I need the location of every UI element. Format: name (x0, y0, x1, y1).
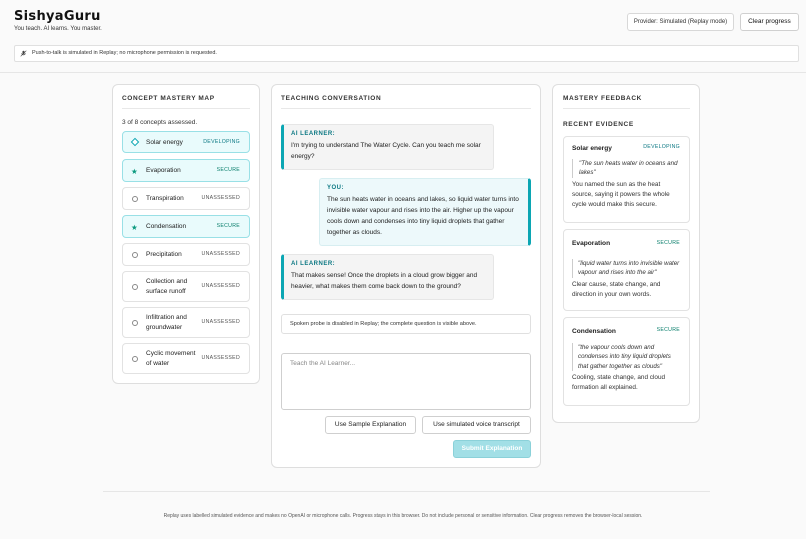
status-badge: UNASSESSED (201, 195, 240, 201)
unassessed-circle-icon (132, 320, 138, 326)
feedback-explanation: You named the sun as the heat source, saying it powers the whole cycle would make this secure. (572, 180, 670, 208)
message-text: I'm trying to understand The Water Cycle. Can you teach me solar energy? (291, 142, 481, 160)
feedback-explanation: Clear cause, state change, and direction in your own words. (572, 280, 661, 298)
feedback-concept: Condensation (572, 328, 616, 335)
status-badge: UNASSESSED (201, 283, 240, 289)
ai-learner-message (281, 124, 494, 170)
concepts-assessed-summary: 3 of 8 concepts assessed. (122, 119, 198, 126)
conversation-rule (281, 108, 531, 109)
status-badge: UNASSESSED (201, 251, 240, 257)
feedback-item-solar-energy (563, 136, 690, 223)
concept-name: Collection and surface runoff (146, 278, 188, 295)
concept-name: Evaporation (146, 167, 181, 174)
concept-name: Solar energy (146, 139, 183, 146)
explanation-input[interactable]: Teach the AI Learner... (281, 353, 531, 410)
feedback-item-evaporation (563, 229, 690, 311)
unassessed-circle-icon (132, 252, 138, 258)
submit-explanation-button[interactable]: Submit Explanation (453, 440, 531, 458)
feedback-concept: Evaporation (572, 240, 611, 247)
unassessed-circle-icon (132, 356, 138, 362)
status-badge: SECURE (656, 327, 680, 333)
use-sample-explanation-button[interactable]: Use Sample Explanation (325, 416, 416, 434)
brand-title: SishyaGuru (14, 9, 101, 24)
status-badge: SECURE (656, 240, 680, 246)
voice-notice-text: Push-to-talk is simulated in Replay; no microphone permission is requested. (32, 50, 217, 56)
secure-star-icon: ★ (131, 167, 138, 176)
message-text: The sun heats water in oceans and lakes, so liquid water turns into invisible water vapour and rises into the air. Higher up the vapour cools down and condenses into tiny liquid droplets that gather together as clouds. (327, 196, 519, 236)
feedback-explanation: Cooling, state change, and cloud formation all explained. (572, 374, 666, 392)
footer-divider (103, 491, 710, 492)
status-badge: DEVELOPING (643, 144, 680, 150)
concept-item-solar-energy[interactable] (122, 131, 250, 153)
feedback-item-condensation (563, 317, 690, 406)
concept-item-evaporation[interactable] (122, 159, 250, 182)
concept-map-title: CONCEPT MASTERY MAP (122, 95, 215, 102)
concept-name: Infiltration and groundwater (146, 314, 187, 331)
status-badge: SECURE (216, 223, 240, 229)
secure-star-icon: ★ (131, 223, 138, 232)
voice-notice-bar (14, 45, 799, 62)
concept-item-condensation[interactable] (122, 215, 250, 238)
evidence-quote: "The sun heats water in oceans and lakes" (572, 159, 681, 178)
developing-diamond-icon (131, 138, 139, 146)
concept-name: Cyclic movement of water (146, 350, 196, 367)
conversation-title: TEACHING CONVERSATION (281, 95, 382, 102)
concept-item-collection-runoff[interactable] (122, 271, 250, 302)
probe-notice: Spoken probe is disabled in Replay; the complete question is visible above. (281, 314, 531, 334)
recent-evidence-title: RECENT EVIDENCE (563, 121, 634, 128)
concept-item-cyclic-movement[interactable] (122, 343, 250, 374)
footer-disclaimer: Replay uses labelled simulated evidence and makes no OpenAI or microphone calls. Progress stays in this browser. Do not include personal or sensitive information. Clear progress removes the browser-local session. (163, 513, 643, 519)
use-voice-transcript-button[interactable]: Use simulated voice transcript (422, 416, 531, 434)
you-message (319, 178, 531, 246)
evidence-quote: "liquid water turns into invisible water vapour and rises into the air" (572, 259, 681, 278)
header-divider (0, 72, 806, 73)
clear-progress-button[interactable]: Clear progress (740, 13, 799, 31)
unassessed-circle-icon (132, 196, 138, 202)
concept-name: Condensation (146, 223, 187, 230)
microphone-muted-icon (20, 50, 27, 57)
message-role: YOU: (327, 185, 344, 191)
message-text: That makes sense! Once the droplets in a cloud grow bigger and heavier, what makes them come back down to the ground? (291, 272, 478, 290)
concept-item-transpiration[interactable] (122, 187, 250, 210)
tagline: You teach. AI learns. You master. (14, 26, 102, 32)
feedback-concept: Solar energy (572, 145, 612, 152)
status-badge: UNASSESSED (201, 355, 240, 361)
evidence-quote: "the vapour cools down and condenses into tiny liquid droplets that gather together as clouds" (572, 343, 681, 371)
status-badge: DEVELOPING (203, 139, 240, 145)
concept-name: Precipitation (146, 251, 182, 258)
feedback-rule (563, 108, 690, 109)
ai-learner-message (281, 254, 494, 300)
concept-name: Transpiration (146, 195, 184, 202)
provider-badge: Provider: Simulated (Replay mode) (627, 13, 734, 31)
concept-item-precipitation[interactable] (122, 243, 250, 266)
concept-item-infiltration-groundwater[interactable] (122, 307, 250, 338)
status-badge: UNASSESSED (201, 319, 240, 325)
feedback-title: MASTERY FEEDBACK (563, 95, 642, 102)
message-role: AI LEARNER: (291, 261, 336, 267)
message-role: AI LEARNER: (291, 131, 336, 137)
status-badge: SECURE (216, 167, 240, 173)
concept-map-rule (122, 108, 250, 109)
unassessed-circle-icon (132, 284, 138, 290)
